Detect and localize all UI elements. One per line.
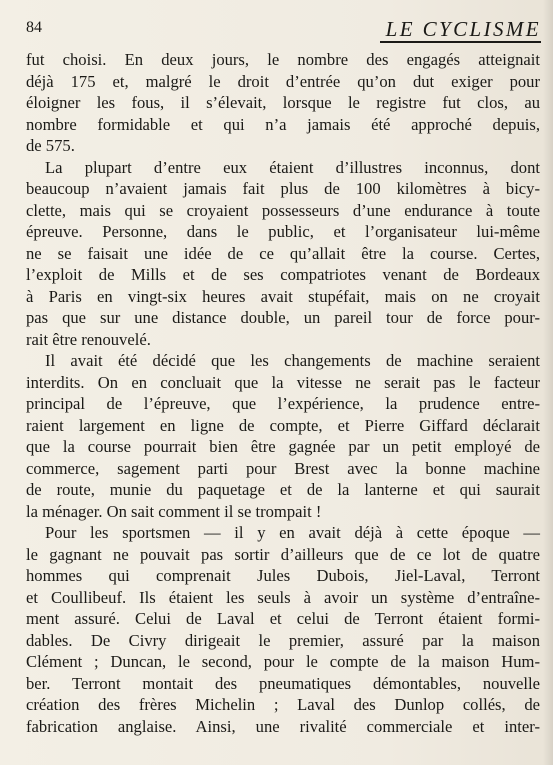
- text-line: déjà 175 et, malgré le droit d’entrée qu’on dut exiger pour: [26, 71, 540, 91]
- text-line: clette, mais qui se croyaient possesseurs d’une endurance à toute: [26, 200, 540, 220]
- text-line: épreuve. Personne, dans le public, et l’organisateur lui-même: [26, 222, 540, 241]
- text-line: et Coullibeuf. Ils étaient les seuls à avoir un système d’entraîne-: [26, 587, 540, 607]
- text-line: ment assuré. Celui de Laval et celui de Terront étaient formi-: [26, 609, 540, 628]
- text-line: que la course pourrait bien être gagnée par un petit employé de: [26, 437, 540, 456]
- text-line: interdits. On en concluait que la vitesse ne serait pas le facteur: [26, 372, 540, 392]
- paragraph: [26, 49, 540, 157]
- text-line: ber. Terront montait des pneumatiques démontables, nouvelle: [26, 673, 540, 693]
- text-line: fut choisi. En deux jours, le nombre des engagés atteignait: [26, 50, 540, 69]
- text-line: commerce, sagement parti pour Brest avec la bonne machine: [26, 458, 540, 478]
- text-line: dables. De Civry dirigeait le premier, assuré par la maison: [26, 630, 540, 650]
- text-line: ne se faisait une idée de ce qu’allait être la course. Certes,: [26, 243, 540, 263]
- header-rule: [380, 41, 541, 43]
- page-number: 84: [26, 19, 42, 36]
- text-line: nombre formidable et qui n’a jamais été approché depuis,: [26, 114, 540, 134]
- text-line: de 575.: [26, 136, 75, 155]
- text-line: Il avait été décidé que les changements de machine seraient: [45, 351, 540, 370]
- text-line: beaucoup n’avaient jamais fait plus de 100 kilomètres à bicy-: [26, 179, 540, 198]
- text-line: fabrication anglaise. Ainsi, une rivalité commerciale et inter-: [26, 716, 540, 736]
- text-line: pas que sur une distance double, un pareil tour de force pour-: [26, 308, 540, 327]
- page-header: [0, 14, 553, 44]
- text-line: Clément ; Duncan, le second, pour le compte de la maison Hum-: [26, 652, 540, 671]
- text-line: raient largement en ligne de compte, et Pierre Giffard déclarait: [26, 415, 540, 435]
- body-text: [26, 49, 540, 737]
- text-line: La plupart d’entre eux étaient d’illustres inconnus, dont: [45, 157, 540, 177]
- running-head: LE CYCLISME: [385, 17, 541, 41]
- text-line: de route, munie du paquetage et de la lanterne et qui saurait: [26, 480, 540, 499]
- text-line: la ménager. On sait comment il se trompait !: [26, 501, 322, 521]
- text-line: principal de l’épreuve, que l’expérience, la prudence entre-: [26, 394, 540, 413]
- text-line: hommes qui comprenait Jules Dubois, Jiel-Laval, Terront: [26, 566, 540, 585]
- paragraph: [26, 350, 540, 522]
- text-line: l’exploit de Mills et de ses compatriotes venant de Bordeaux: [26, 265, 540, 284]
- text-line: Pour les sportsmen — il y en avait déjà à cette époque —: [45, 523, 540, 542]
- page-shadow: [543, 0, 553, 765]
- paragraph: [26, 157, 540, 351]
- text-line: éloigner les fous, il s’élevait, lorsque le registre fut clos, au: [26, 93, 540, 112]
- text-line: le gagnant ne pouvait pas sortir d’ailleurs que de ce lot de quatre: [26, 544, 540, 564]
- paragraph: [26, 522, 540, 737]
- text-line: création des frères Michelin ; Laval des Dunlop collés, de: [26, 695, 540, 714]
- text-line: à Paris en vingt-six heures avait stupéfait, mais on ne croyait: [26, 286, 540, 306]
- text-line: rait être renouvelé.: [26, 329, 151, 349]
